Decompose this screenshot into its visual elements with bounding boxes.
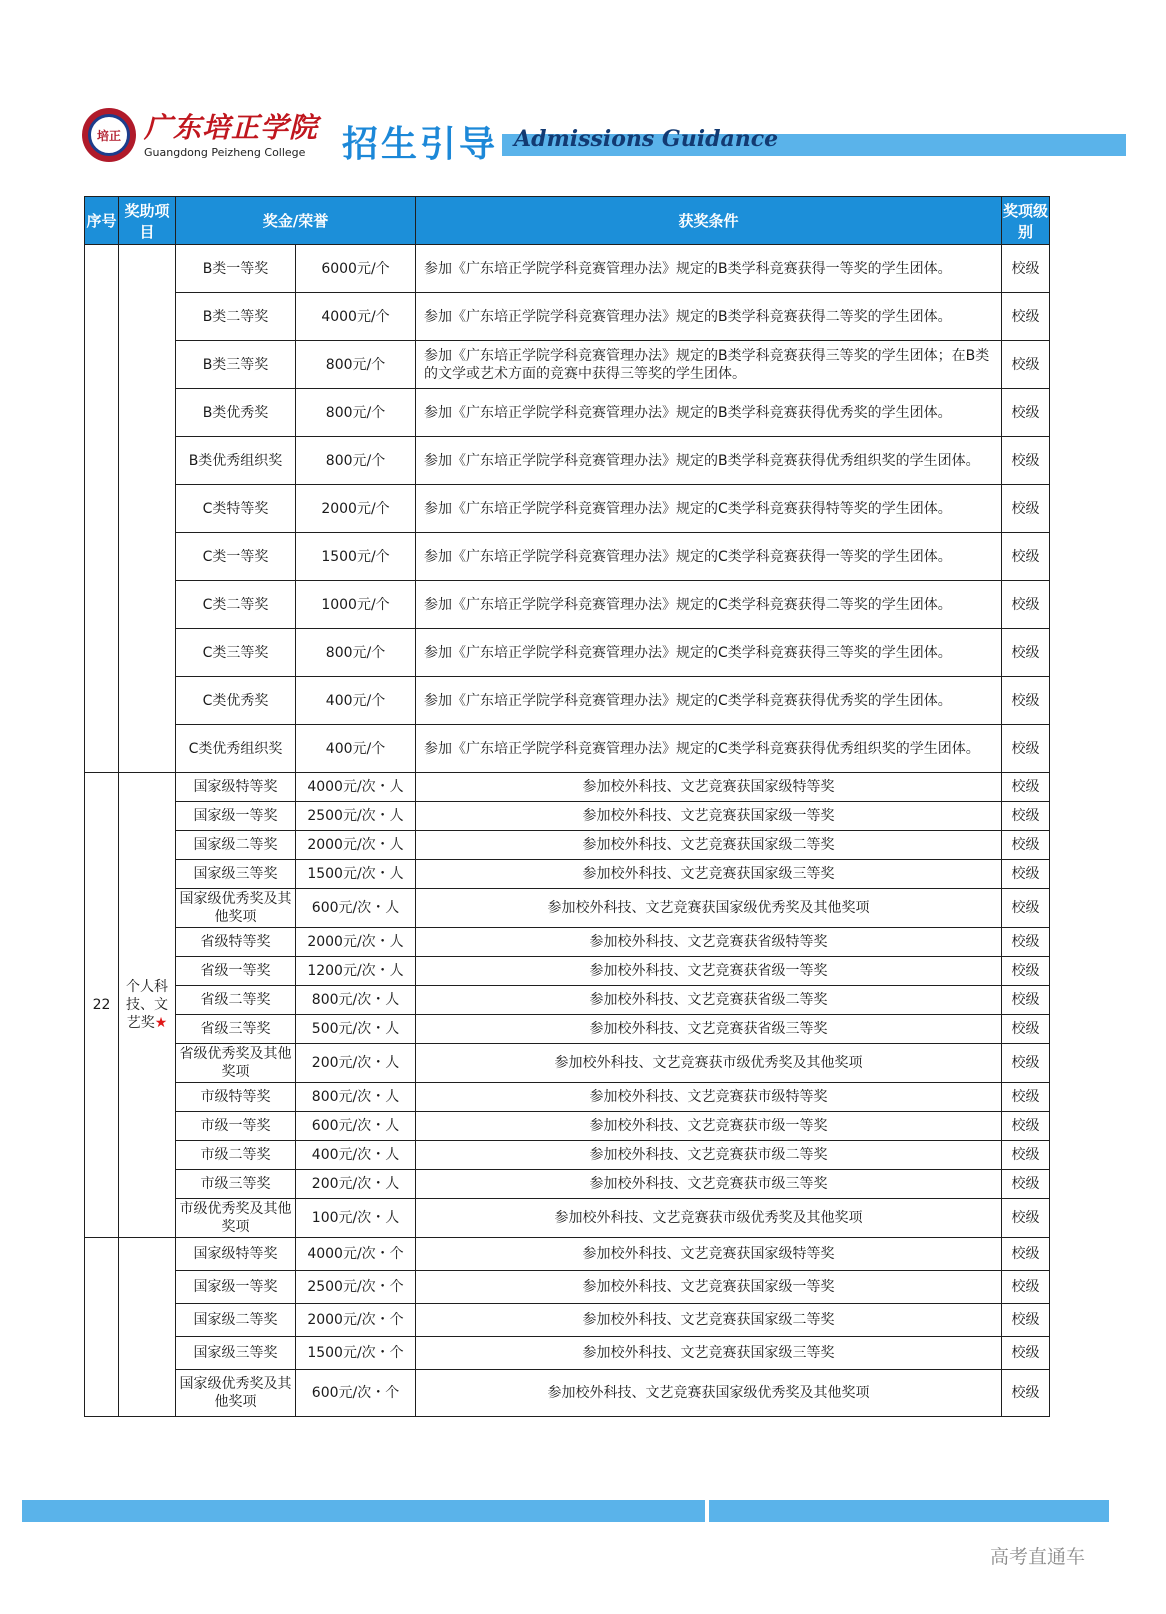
award-name: 省级三等奖 [176,1015,296,1044]
award-level: 校级 [1002,1337,1050,1370]
award-condition: 参加校外科技、文艺竞赛获省级一等奖 [416,957,1002,986]
award-name: 市级特等奖 [176,1083,296,1112]
table-row [85,629,1050,677]
award-amount: 2000元/次・个 [296,1304,416,1337]
footer-bar-left [22,1500,705,1522]
award-condition: 参加校外科技、文艺竞赛获国家级优秀奖及其他奖项 [416,889,1002,928]
award-amount: 100元/次・人 [296,1199,416,1238]
award-level: 校级 [1002,1370,1050,1417]
award-condition: 参加校外科技、文艺竞赛获市级二等奖 [416,1141,1002,1170]
header-condition: 获奖条件 [416,197,1002,245]
award-amount: 400元/个 [296,725,416,773]
award-amount: 1200元/次・人 [296,957,416,986]
award-name: 市级优秀奖及其他奖项 [176,1199,296,1238]
award-amount: 6000元/个 [296,245,416,293]
award-name: 国家级特等奖 [176,773,296,802]
award-amount: 600元/次・个 [296,1370,416,1417]
award-amount: 800元/次・人 [296,986,416,1015]
award-level: 校级 [1002,725,1050,773]
award-name: 市级三等奖 [176,1170,296,1199]
award-amount: 400元/个 [296,677,416,725]
header-item: 奖助项目 [119,197,176,245]
award-level: 校级 [1002,1141,1050,1170]
header-level: 奖项级别 [1002,197,1050,245]
award-level: 校级 [1002,677,1050,725]
award-amount: 2500元/次・个 [296,1271,416,1304]
award-amount: 1500元/次・个 [296,1337,416,1370]
award-condition: 参加校外科技、文艺竞赛获市级三等奖 [416,1170,1002,1199]
award-name: 省级一等奖 [176,957,296,986]
award-name: 国家级优秀奖及其他奖项 [176,889,296,928]
table-row [85,725,1050,773]
award-amount: 800元/个 [296,341,416,389]
award-amount: 2000元/次・人 [296,928,416,957]
award-condition: 参加校外科技、文艺竞赛获国家级二等奖 [416,1304,1002,1337]
award-condition: 参加校外科技、文艺竞赛获国家级一等奖 [416,802,1002,831]
award-amount: 200元/次・人 [296,1044,416,1083]
award-amount: 200元/次・人 [296,1170,416,1199]
award-level: 校级 [1002,928,1050,957]
college-logo [82,108,136,162]
award-name: 国家级特等奖 [176,1238,296,1271]
award-condition: 参加校外科技、文艺竞赛获市级优秀奖及其他奖项 [416,1044,1002,1083]
award-condition: 参加校外科技、文艺竞赛获国家级特等奖 [416,773,1002,802]
award-amount: 800元/个 [296,629,416,677]
award-amount: 400元/次・人 [296,1141,416,1170]
award-level: 校级 [1002,773,1050,802]
award-name: 省级二等奖 [176,986,296,1015]
table-row [85,437,1050,485]
award-amount: 4000元/次・人 [296,773,416,802]
award-amount: 1500元/个 [296,533,416,581]
footer-bar-right [709,1500,1109,1522]
award-condition: 参加校外科技、文艺竞赛获省级三等奖 [416,1015,1002,1044]
college-logo-emblem: 培正 [88,114,130,156]
award-amount: 800元/个 [296,437,416,485]
table-header-row [85,197,1050,245]
table-row [85,533,1050,581]
award-amount: 2500元/次・人 [296,802,416,831]
table-row [85,889,1050,928]
award-level: 校级 [1002,533,1050,581]
award-condition: 参加《广东培正学院学科竞赛管理办法》规定的B类学科竞赛获得优秀奖的学生团体。 [416,389,1002,437]
award-condition: 参加校外科技、文艺竞赛获国家级三等奖 [416,860,1002,889]
award-condition: 参加校外科技、文艺竞赛获市级一等奖 [416,1112,1002,1141]
award-amount: 1000元/个 [296,581,416,629]
award-condition: 参加《广东培正学院学科竞赛管理办法》规定的B类学科竞赛获得优秀组织奖的学生团体。 [416,437,1002,485]
table-row [85,1337,1050,1370]
watermark-text: 高考直通车 [990,1546,1086,1568]
award-amount: 800元/次・人 [296,1083,416,1112]
award-condition: 参加《广东培正学院学科竞赛管理办法》规定的C类学科竞赛获得特等奖的学生团体。 [416,485,1002,533]
award-condition: 参加校外科技、文艺竞赛获市级特等奖 [416,1083,1002,1112]
item-label: 个人科技、文艺奖 [126,979,168,1031]
table-row [85,1271,1050,1304]
table-row [85,1199,1050,1238]
award-condition: 参加《广东培正学院学科竞赛管理办法》规定的B类学科竞赛获得一等奖的学生团体。 [416,245,1002,293]
table-row [85,1083,1050,1112]
award-name: C类特等奖 [176,485,296,533]
award-level: 校级 [1002,1170,1050,1199]
group-a-rows [85,245,1050,773]
table-row [85,1112,1050,1141]
table-row [85,1044,1050,1083]
table-row [85,928,1050,957]
award-level: 校级 [1002,1044,1050,1083]
award-level: 校级 [1002,1112,1050,1141]
award-level: 校级 [1002,986,1050,1015]
award-level: 校级 [1002,860,1050,889]
star-icon: ★ [154,1015,168,1031]
award-name: C类优秀奖 [176,677,296,725]
table-row [85,860,1050,889]
award-level: 校级 [1002,1083,1050,1112]
award-condition: 参加《广东培正学院学科竞赛管理办法》规定的C类学科竞赛获得三等奖的学生团体。 [416,629,1002,677]
seq-cell [85,245,119,773]
award-condition: 参加《广东培正学院学科竞赛管理办法》规定的B类学科竞赛获得二等奖的学生团体。 [416,293,1002,341]
table-row [85,1238,1050,1271]
award-name: 省级特等奖 [176,928,296,957]
award-name: 市级一等奖 [176,1112,296,1141]
award-name: 国家级二等奖 [176,831,296,860]
table-row [85,677,1050,725]
award-level: 校级 [1002,389,1050,437]
seq-cell [85,1238,119,1417]
table-row [85,245,1050,293]
award-amount: 600元/次・人 [296,1112,416,1141]
award-name: 国家级一等奖 [176,802,296,831]
award-level: 校级 [1002,485,1050,533]
award-level: 校级 [1002,831,1050,860]
award-level: 校级 [1002,889,1050,928]
college-name-cn: 广东培正学院 [144,111,319,144]
award-amount: 2000元/个 [296,485,416,533]
table-row [85,1141,1050,1170]
award-condition: 参加《广东培正学院学科竞赛管理办法》规定的C类学科竞赛获得优秀奖的学生团体。 [416,677,1002,725]
table-row [85,389,1050,437]
award-condition: 参加《广东培正学院学科竞赛管理办法》规定的B类学科竞赛获得三等奖的学生团体；在B类的文学或艺术方面的竞赛中获得三等奖的学生团体。 [416,341,1002,389]
table-row [85,831,1050,860]
award-level: 校级 [1002,1271,1050,1304]
group-b-rows [85,773,1050,1238]
award-name: 国家级优秀奖及其他奖项 [176,1370,296,1417]
item-cell [119,1238,176,1417]
award-level: 校级 [1002,581,1050,629]
award-condition: 参加《广东培正学院学科竞赛管理办法》规定的C类学科竞赛获得一等奖的学生团体。 [416,533,1002,581]
awards-table [84,196,1050,1417]
award-level: 校级 [1002,293,1050,341]
table-row [85,1370,1050,1417]
table-row [85,1170,1050,1199]
award-level: 校级 [1002,1199,1050,1238]
award-condition: 参加校外科技、文艺竞赛获省级特等奖 [416,928,1002,957]
award-level: 校级 [1002,957,1050,986]
group-c-rows [85,1238,1050,1417]
table-row [85,341,1050,389]
table-row [85,957,1050,986]
award-name: B类三等奖 [176,341,296,389]
award-name: 国家级一等奖 [176,1271,296,1304]
award-name: C类一等奖 [176,533,296,581]
award-name: B类优秀奖 [176,389,296,437]
table-row [85,581,1050,629]
header-prize: 奖金/荣誉 [176,197,416,245]
award-level: 校级 [1002,1238,1050,1271]
award-amount: 4000元/个 [296,293,416,341]
page-header [82,100,1126,170]
table-row [85,1304,1050,1337]
award-condition: 参加《广东培正学院学科竞赛管理办法》规定的C类学科竞赛获得优秀组织奖的学生团体。 [416,725,1002,773]
seq-cell: 22 [85,773,119,1238]
award-name: B类优秀组织奖 [176,437,296,485]
award-level: 校级 [1002,341,1050,389]
award-level: 校级 [1002,1304,1050,1337]
award-level: 校级 [1002,1015,1050,1044]
award-name: B类一等奖 [176,245,296,293]
award-amount: 2000元/次・人 [296,831,416,860]
table-row [85,1015,1050,1044]
header-seq: 序号 [85,197,119,245]
award-amount: 1500元/次・人 [296,860,416,889]
award-amount: 800元/个 [296,389,416,437]
award-condition: 参加校外科技、文艺竞赛获国家级特等奖 [416,1238,1002,1271]
table-row [85,986,1050,1015]
award-condition: 参加校外科技、文艺竞赛获省级二等奖 [416,986,1002,1015]
award-level: 校级 [1002,802,1050,831]
award-name: C类优秀组织奖 [176,725,296,773]
award-name: 国家级三等奖 [176,860,296,889]
award-name: C类二等奖 [176,581,296,629]
guide-title-cn: 招生引导 [342,124,499,165]
award-amount: 600元/次・人 [296,889,416,928]
guide-title-en: Admissions Guidance [514,126,779,152]
award-name: 市级二等奖 [176,1141,296,1170]
award-level: 校级 [1002,629,1050,677]
award-amount: 4000元/次・个 [296,1238,416,1271]
award-condition: 参加校外科技、文艺竞赛获国家级二等奖 [416,831,1002,860]
award-condition: 参加校外科技、文艺竞赛获国家级三等奖 [416,1337,1002,1370]
award-level: 校级 [1002,245,1050,293]
award-name: 省级优秀奖及其他奖项 [176,1044,296,1083]
award-condition: 参加校外科技、文艺竞赛获市级优秀奖及其他奖项 [416,1199,1002,1238]
table-row [85,485,1050,533]
table-row [85,293,1050,341]
award-amount: 500元/次・人 [296,1015,416,1044]
award-name: 国家级二等奖 [176,1304,296,1337]
award-name: 国家级三等奖 [176,1337,296,1370]
award-level: 校级 [1002,437,1050,485]
award-condition: 参加《广东培正学院学科竞赛管理办法》规定的C类学科竞赛获得二等奖的学生团体。 [416,581,1002,629]
award-name: C类三等奖 [176,629,296,677]
award-name: B类二等奖 [176,293,296,341]
item-cell [119,773,176,1238]
table-row [85,773,1050,802]
item-cell [119,245,176,773]
award-condition: 参加校外科技、文艺竞赛获国家级优秀奖及其他奖项 [416,1370,1002,1417]
table-row [85,802,1050,831]
award-condition: 参加校外科技、文艺竞赛获国家级一等奖 [416,1271,1002,1304]
college-name-en: Guangdong Peizheng College [144,146,306,159]
